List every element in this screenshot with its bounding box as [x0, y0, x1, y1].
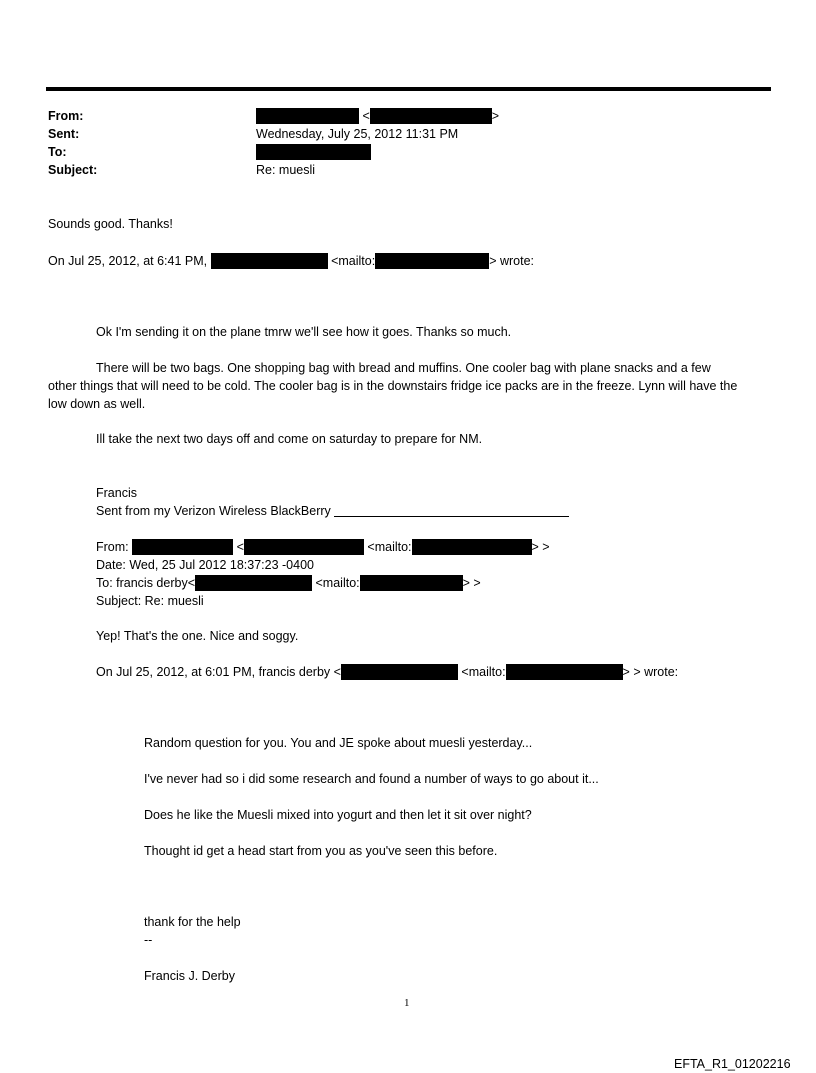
- subject-value: Re: muesli: [256, 163, 316, 177]
- from-gt: >: [491, 109, 500, 123]
- quoted-from-line: [96, 539, 550, 555]
- reply-text: Sounds good. Thanks!: [48, 217, 173, 231]
- signature-sent-line: [96, 503, 569, 519]
- to-value: [256, 144, 371, 160]
- redaction-block: [256, 144, 371, 160]
- quoted-to-mailto: <mailto:: [315, 576, 360, 590]
- paragraph-3: Ill take the next two days off and come on saturday to prepare for NM.: [96, 432, 483, 446]
- header-rule: [46, 87, 771, 91]
- redaction-block: [244, 539, 364, 555]
- from-value: [256, 108, 499, 124]
- redaction-block: [375, 253, 489, 269]
- redaction-block: [132, 539, 233, 555]
- inner-line-3: Does he like the Muesli mixed into yogurt and then let it sit over night?: [144, 808, 532, 822]
- from-lt: <: [362, 109, 370, 123]
- sent-value: Wednesday, July 25, 2012 11:31 PM: [256, 127, 459, 141]
- quoted-to-prefix: To: francis derby<: [96, 576, 196, 590]
- quote1-prefix: On Jul 25, 2012, at 6:41 PM,: [48, 254, 208, 268]
- quote2-end: > > wrote:: [622, 665, 679, 679]
- quoted-date: Date: Wed, 25 Jul 2012 18:37:23 -0400: [96, 558, 314, 572]
- redaction-block: [211, 253, 328, 269]
- subject-label: Subject:: [48, 163, 98, 177]
- inner-thanks: thank for the help: [144, 915, 241, 929]
- quote1-mailto: <mailto:: [331, 254, 376, 268]
- document-id: EFTA_R1_01202216: [674, 1057, 791, 1071]
- redaction-block: [506, 664, 623, 680]
- quote2-line: [96, 664, 678, 680]
- inner-line-1: Random question for you. You and JE spoke about muesli yesterday...: [144, 736, 533, 750]
- quote1-line: [48, 253, 534, 269]
- inner-line-4: Thought id get a head start from you as you've seen this before.: [144, 844, 498, 858]
- from-label: From:: [48, 109, 84, 123]
- page-number: 1: [404, 997, 410, 1009]
- paragraph-2-rest: other things that will need to be cold. The cooler bag is in the downstairs fridge ice packs are in the freeze. Lynn will have the low down as well.: [48, 379, 738, 411]
- paragraph-2-line1: There will be two bags. One shopping bag with bread and muffins. One cooler bag with plane snacks and a few: [96, 361, 711, 375]
- redaction-block: [370, 108, 492, 124]
- signature-sent: Sent from my Verizon Wireless BlackBerry: [96, 504, 331, 518]
- quoted-subject: Subject: Re: muesli: [96, 594, 204, 608]
- inner-line-2: I've never had so i did some research and found a number of ways to go about it...: [144, 772, 599, 786]
- quoted-from-lt: <: [236, 540, 244, 554]
- inner-sig-name: Francis J. Derby: [144, 969, 235, 983]
- quoted-from-label: From:: [96, 540, 129, 554]
- quoted-to-line: [96, 575, 481, 591]
- quoted-to-end: > >: [462, 576, 481, 590]
- quote2-prefix: On Jul 25, 2012, at 6:01 PM, francis derby <: [96, 665, 341, 679]
- redaction-block: [360, 575, 463, 591]
- signature-name: Francis: [96, 486, 137, 500]
- redaction-block: [256, 108, 359, 124]
- inner-sig-dashes: --: [144, 933, 153, 947]
- quote1-suffix: > wrote:: [489, 254, 535, 268]
- quoted-reply: Yep! That's the one. Nice and soggy.: [96, 629, 299, 643]
- paragraph-1: Ok I'm sending it on the plane tmrw we'll see how it goes. Thanks so much.: [96, 325, 512, 339]
- quote2-mailto: <mailto:: [461, 665, 506, 679]
- redaction-block: [195, 575, 312, 591]
- sent-label: Sent:: [48, 127, 80, 141]
- signature-divider: [334, 503, 569, 517]
- redaction-block: [341, 664, 458, 680]
- redaction-block: [412, 539, 532, 555]
- to-label: To:: [48, 145, 67, 159]
- quoted-from-mailto: <mailto:: [367, 540, 412, 554]
- quoted-from-end: > >: [531, 540, 550, 554]
